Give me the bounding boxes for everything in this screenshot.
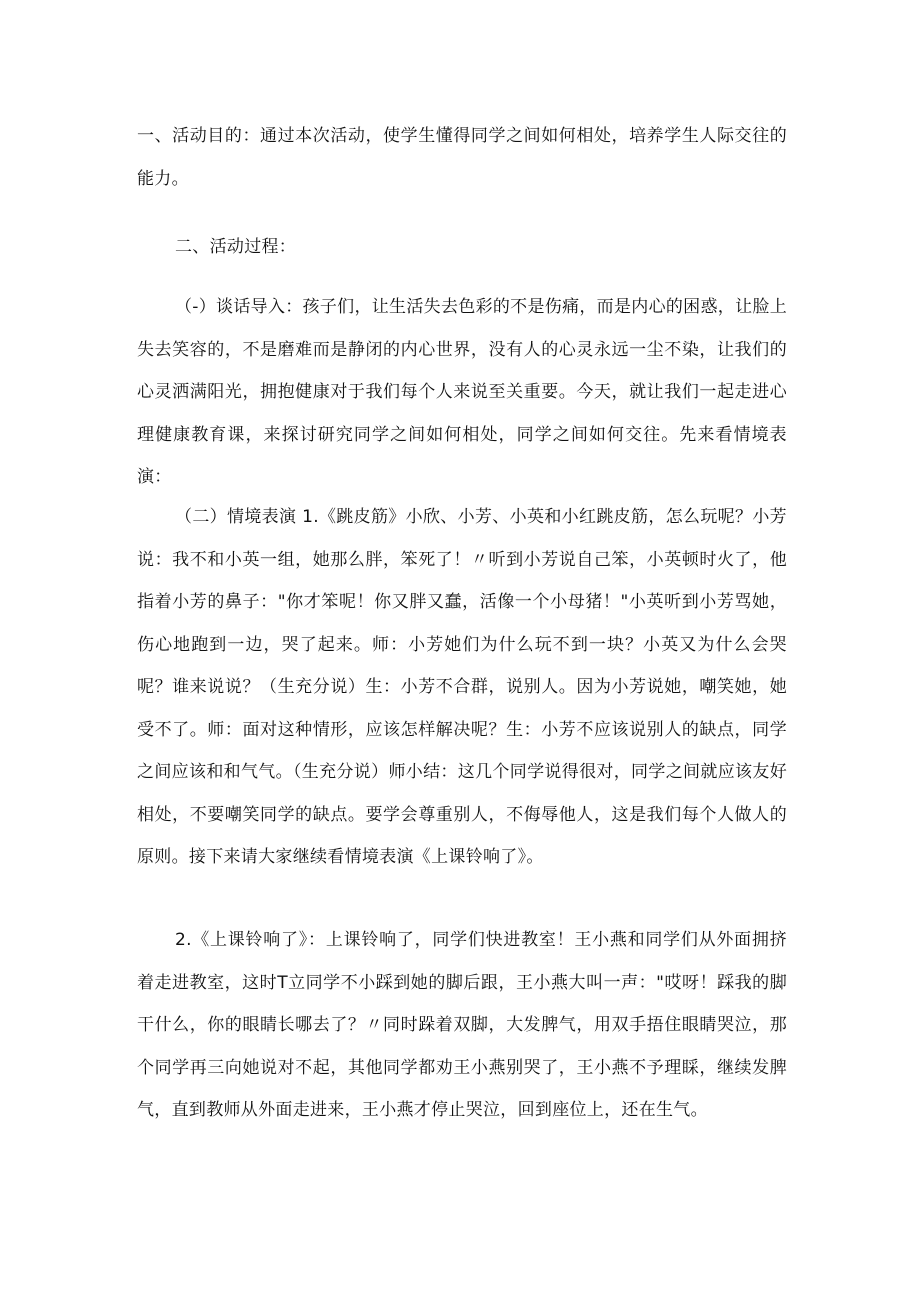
paragraph-intro-talk: （-）谈话导入：孩子们，让生活失去色彩的不是伤痛，而是内心的困惑，让脸上失去笑容的，不是磨难而是静闭的内心世界，没有人的心灵永远一尘不染，让我们的心灵洒满阳光，拥抱健康对于我们每个人来说至关重要。今天，就让我们一起走进心理健康教育课，来探讨研究同学之间如何相处，同学之间如何交往。先来看情境表演： <box>137 297 787 487</box>
paragraph-scene-performance-1: （二）情境表演 1.《跳皮筋》小欣、小芳、小英和小红跳皮筋，怎么玩呢？小芳说：我不和小英一组，她那么胖，笨死了！〃听到小芳说自己笨，小英顿时火了，他指着小芳的鼻子："你才笨呢！你又胖又蠢，活像一个小母猪！"小英听到小芳骂她，伤心地跑到一边，哭了起来。师：小芳她们为什么玩不到一块？小英又为什么会哭呢？谁来说说？（生充分说）生：小芳不合群，说别人。因为小芳说她，嘲笑她，她受不了。师：面对这种情形，应该怎样解决呢？生：小芳不应该说别人的缺点，同学之间应该和和气气。（生充分说）师小结：这几个同学说得很对，同学之间就应该友好相处，不要嘲笑同学的缺点。要学会尊重别人，不侮辱他人，这是我们每个人做人的原则。接下来请大家继续看情境表演《上课铃响了》。 <box>137 507 787 867</box>
heading-activity-process: 二、活动过程： <box>175 237 297 257</box>
paragraph-scene-performance-2: 2.《上课铃响了》：上课铃响了，同学们快进教室！王小燕和同学们从外面拥挤着走进教室，这时T立同学不小踩到她的脚后跟，王小燕大叫一声："哎呀！踩我的脚干什么，你的眼睛长哪去了？〃同时跺着双脚，大发脾气，用双手捂住眼睛哭泣，那个同学再三向她说对不起，其他同学都劝王小燕别哭了，王小燕不予理睬，继续发脾气，直到教师从外面走进来，王小燕才停止哭泣，回到座位上，还在生气。 <box>137 930 787 1120</box>
paragraph-activity-goal: 一、活动目的：通过本次活动，使学生懂得同学之间如何相处，培养学生人际交往的能力。 <box>137 126 787 189</box>
